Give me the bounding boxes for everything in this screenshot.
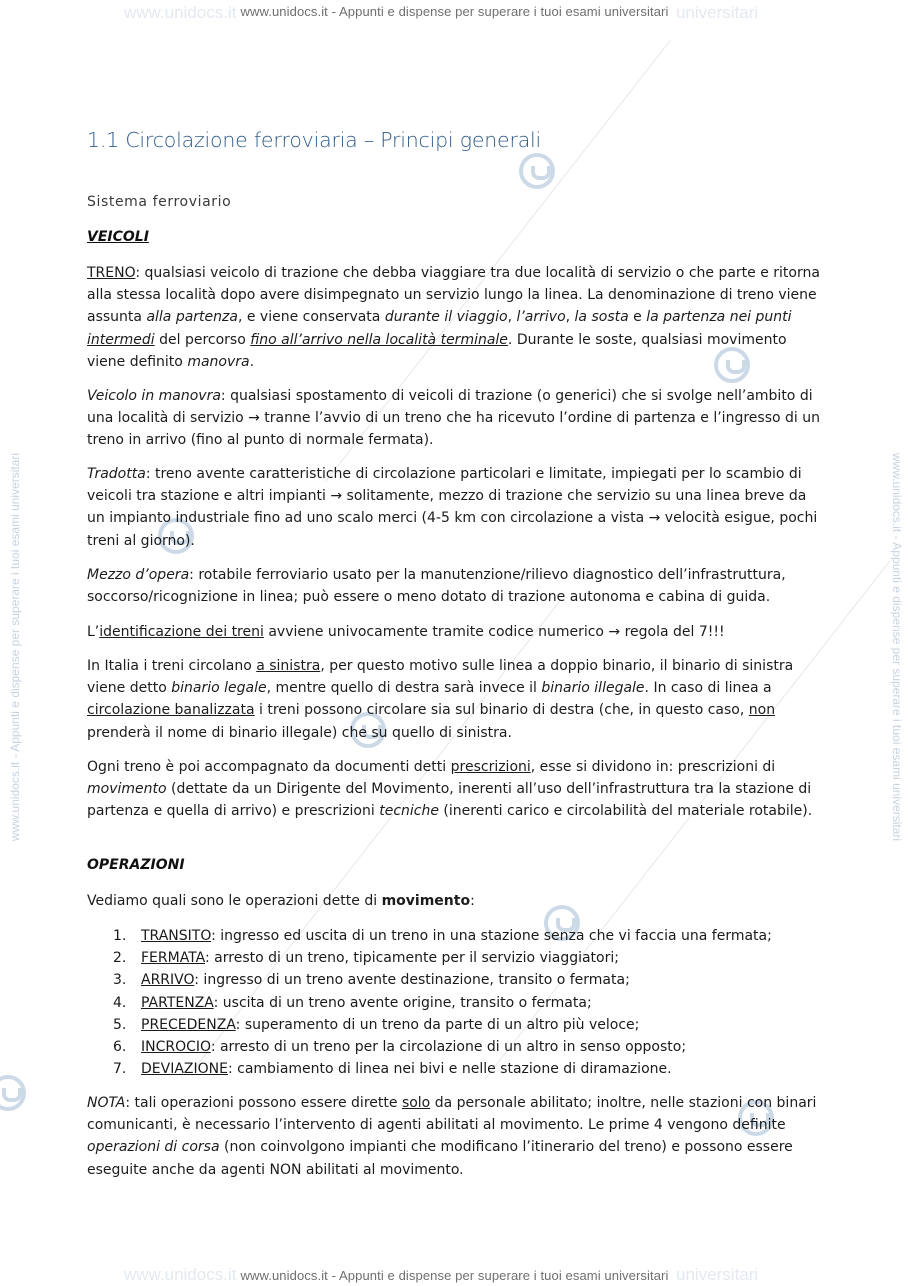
tradotta-paragraph <box>87 463 827 552</box>
underlined-text: non <box>748 702 776 719</box>
text-span: prenderà il nome di binario illegale) che su quello di sinistra. <box>87 724 512 741</box>
text-span: : tali operazioni possono essere dirette <box>125 1095 402 1111</box>
list-text: : superamento di un treno da parte di un altro più veloce; <box>235 1016 640 1033</box>
treno-paragraph <box>87 262 827 373</box>
list-item <box>87 969 827 991</box>
emphasis: durante il viaggio <box>384 309 508 326</box>
watermark-faint-text: universitari <box>676 3 759 22</box>
list-text: : arresto di un treno per la circolazione di un altro in senso opposto; <box>210 1039 687 1056</box>
list-number: 7. <box>113 1061 127 1078</box>
unidocs-logo-icon <box>0 1075 26 1111</box>
watermark-footer: www.unidocs.it - Appunti e dispense per superare i tuoi esami universitari <box>240 1268 669 1283</box>
text-span: (dettate da un Dirigente del Movimento, inerenti all’uso dell’infrastruttura tra la stazione di partenza e quella di arrivo) e prescrizioni <box>87 781 812 820</box>
section-subtitle: Sistema ferroviario <box>87 194 232 210</box>
treno-term: TRENO <box>87 265 136 281</box>
text-span: avviene univocamente tramite codice numerico → regola del 7!!! <box>263 624 725 640</box>
italia-paragraph <box>87 655 827 744</box>
underlined-emphasis: intermedi <box>87 331 155 348</box>
text-span: (inerenti carico e circolabilità del materiale rotabile). <box>438 803 813 820</box>
underlined-text: solo <box>401 1095 431 1111</box>
watermark-left-side: www.unidocs.it - Appunti e dispense per superare i tuoi esami universitari <box>8 452 22 842</box>
operazioni-heading: OPERAZIONI <box>87 857 185 873</box>
text-span: In Italia i treni circolano <box>87 658 257 674</box>
list-term: PRECEDENZA <box>141 1016 236 1033</box>
text-span: : qualsiasi veicolo di trazione che debba viaggiare tra due località di servizio o che parte e ritorna alla stessa località dopo avere disimpegnato un servizio lungo la linea. La denominazione di treno viene assunta <box>87 265 820 326</box>
text-span: Ogni treno è poi accompagnato da documenti detti <box>87 759 451 775</box>
list-term: DEVIAZIONE <box>141 1061 228 1078</box>
list-number: 5. <box>113 1016 127 1033</box>
emphasis: tecniche <box>379 803 439 820</box>
text-span: , <box>565 309 575 326</box>
list-item <box>87 1058 827 1080</box>
text-span: : treno avente caratteristiche di circolazione particolari e limitate, impiegati per lo scambio di veicoli tra stazione e altri impianti → solitamente, mezzo di trazione che servizio su una linea breve da un impianto industriale fino ad uno scalo merci (4-5 km con circolazione a vista → velocità esigue, pochi treni al giorno). <box>87 466 818 549</box>
watermark-faint-text: www.unidocs.it <box>124 3 237 22</box>
text-span: , mentre quello di destra sarà invece il <box>266 680 542 697</box>
list-item <box>87 1036 827 1058</box>
watermark-right-side: www.unidocs.it - Appunti e dispense per superare i tuoi esami universitari <box>890 452 904 842</box>
list-number: 1. <box>113 928 127 944</box>
list-number: 6. <box>113 1039 127 1056</box>
text-span: : <box>470 893 475 909</box>
emphasis: binario legale <box>171 680 267 697</box>
text-span: (non coinvolgono impianti che modificano l’itinerario del treno) e possono essere eseguite anche da agenti NON abilitati al movimento. <box>87 1139 793 1178</box>
list-number: 3. <box>113 972 127 989</box>
list-text: : arresto di un treno, tipicamente per il servizio viaggiatori; <box>205 950 619 967</box>
text-span: . Durante le soste, qualsiasi movimento viene definito <box>87 331 787 370</box>
tradotta-term: Tradotta <box>87 466 146 482</box>
text-span: . <box>249 353 255 370</box>
underlined-emphasis: fino all’arrivo nella località terminale <box>250 331 508 348</box>
text-span: da personale abilitato; inoltre, nelle stazioni con binari comunicanti, è necessario l’intervento di agenti abilitati al movimento. Le prime 4 vengono definite <box>87 1095 817 1134</box>
list-term: FERMATA <box>141 950 205 967</box>
unidocs-logo-icon <box>519 153 555 189</box>
emphasis: operazioni di corsa <box>87 1139 220 1156</box>
text-span: : qualsiasi spostamento di veicoli di trazione (o generici) che si svolge nell’ambito di una località di servizio → tranne l’avvio di un treno che ha ricevuto l’ordine di partenza e l’ingresso di un treno in arrivo (fino al punto di normale fermata). <box>87 388 820 449</box>
manovra-term: Veicolo in manovra <box>87 388 221 404</box>
list-term: ARRIVO <box>141 972 195 989</box>
underlined-text: prescrizioni <box>450 759 531 775</box>
text-span: , per questo motivo sulle linea a doppio binario, il binario di sinistra viene detto <box>87 658 794 697</box>
mezzo-paragraph <box>87 564 827 608</box>
emphasis: l’arrivo <box>516 309 566 326</box>
text-span: Vediamo quali sono le operazioni dette di <box>87 893 382 909</box>
list-item <box>87 925 827 947</box>
emphasis: manovra <box>187 353 250 370</box>
list-text: : cambiamento di linea nei bivi e nelle stazione di diramazione. <box>227 1061 672 1078</box>
emphasis: la sosta <box>574 309 629 326</box>
text-span: i treni possono circolare sia sul binario di destra (che, in questo caso, <box>254 702 749 719</box>
mezzo-term: Mezzo d’opera <box>87 567 190 583</box>
nota-paragraph <box>87 1092 827 1181</box>
manovra-paragraph <box>87 385 827 452</box>
emphasis: movimento <box>87 781 167 798</box>
text-span: , <box>507 309 517 326</box>
list-number: 4. <box>113 994 127 1011</box>
veicoli-heading: VEICOLI <box>87 229 149 245</box>
list-number: 2. <box>113 950 127 967</box>
underlined-text: circolazione banalizzata <box>87 702 255 719</box>
bold-text: movimento <box>381 893 471 909</box>
text-span: : rotabile ferroviario usato per la manutenzione/rilievo diagnostico dell’infrastruttura, soccorso/ricognizione in linea; può essere o meno dotato di trazione autonoma e cabina di guida. <box>87 567 786 606</box>
identificazione-paragraph <box>87 621 827 643</box>
list-term: PARTENZA <box>141 994 214 1011</box>
emphasis: binario illegale <box>541 680 645 697</box>
text-span: , esse si dividono in: prescrizioni di <box>530 759 776 775</box>
watermark-faint-text: universitari <box>676 1265 759 1284</box>
text-span: L’ <box>87 624 100 640</box>
list-item <box>87 947 827 969</box>
text-span: . In caso di linea a <box>644 680 772 697</box>
watermark-faint-text: www.unidocs.it <box>124 1265 237 1284</box>
operazioni-intro <box>87 890 827 912</box>
list-term: TRANSITO <box>141 928 212 944</box>
emphasis: la partenza nei punti <box>646 309 792 326</box>
emphasis: alla partenza <box>146 309 238 326</box>
text-span: , e viene conservata <box>237 309 385 326</box>
prescrizioni-paragraph <box>87 756 827 823</box>
page-title: 1.1 Circolazione ferroviaria – Principi generali <box>87 128 542 152</box>
text-span: e <box>628 309 647 326</box>
underlined-text: identificazione dei treni <box>99 624 264 640</box>
list-term: INCROCIO <box>141 1039 211 1056</box>
list-item <box>87 1014 827 1036</box>
list-text: : uscita di un treno avente origine, transito o fermata; <box>213 994 592 1011</box>
operazioni-list <box>87 925 827 1080</box>
underlined-text: a sinistra <box>256 658 321 674</box>
list-text: : ingresso di un treno avente destinazione, transito o fermata; <box>194 972 630 989</box>
watermark-header: www.unidocs.it - Appunti e dispense per superare i tuoi esami universitari <box>240 4 669 19</box>
list-item <box>87 992 827 1014</box>
nota-label: NOTA <box>87 1095 126 1111</box>
text-span: del percorso <box>154 331 251 348</box>
list-text: : ingresso ed uscita di un treno in una stazione senza che vi faccia una fermata; <box>211 928 772 944</box>
